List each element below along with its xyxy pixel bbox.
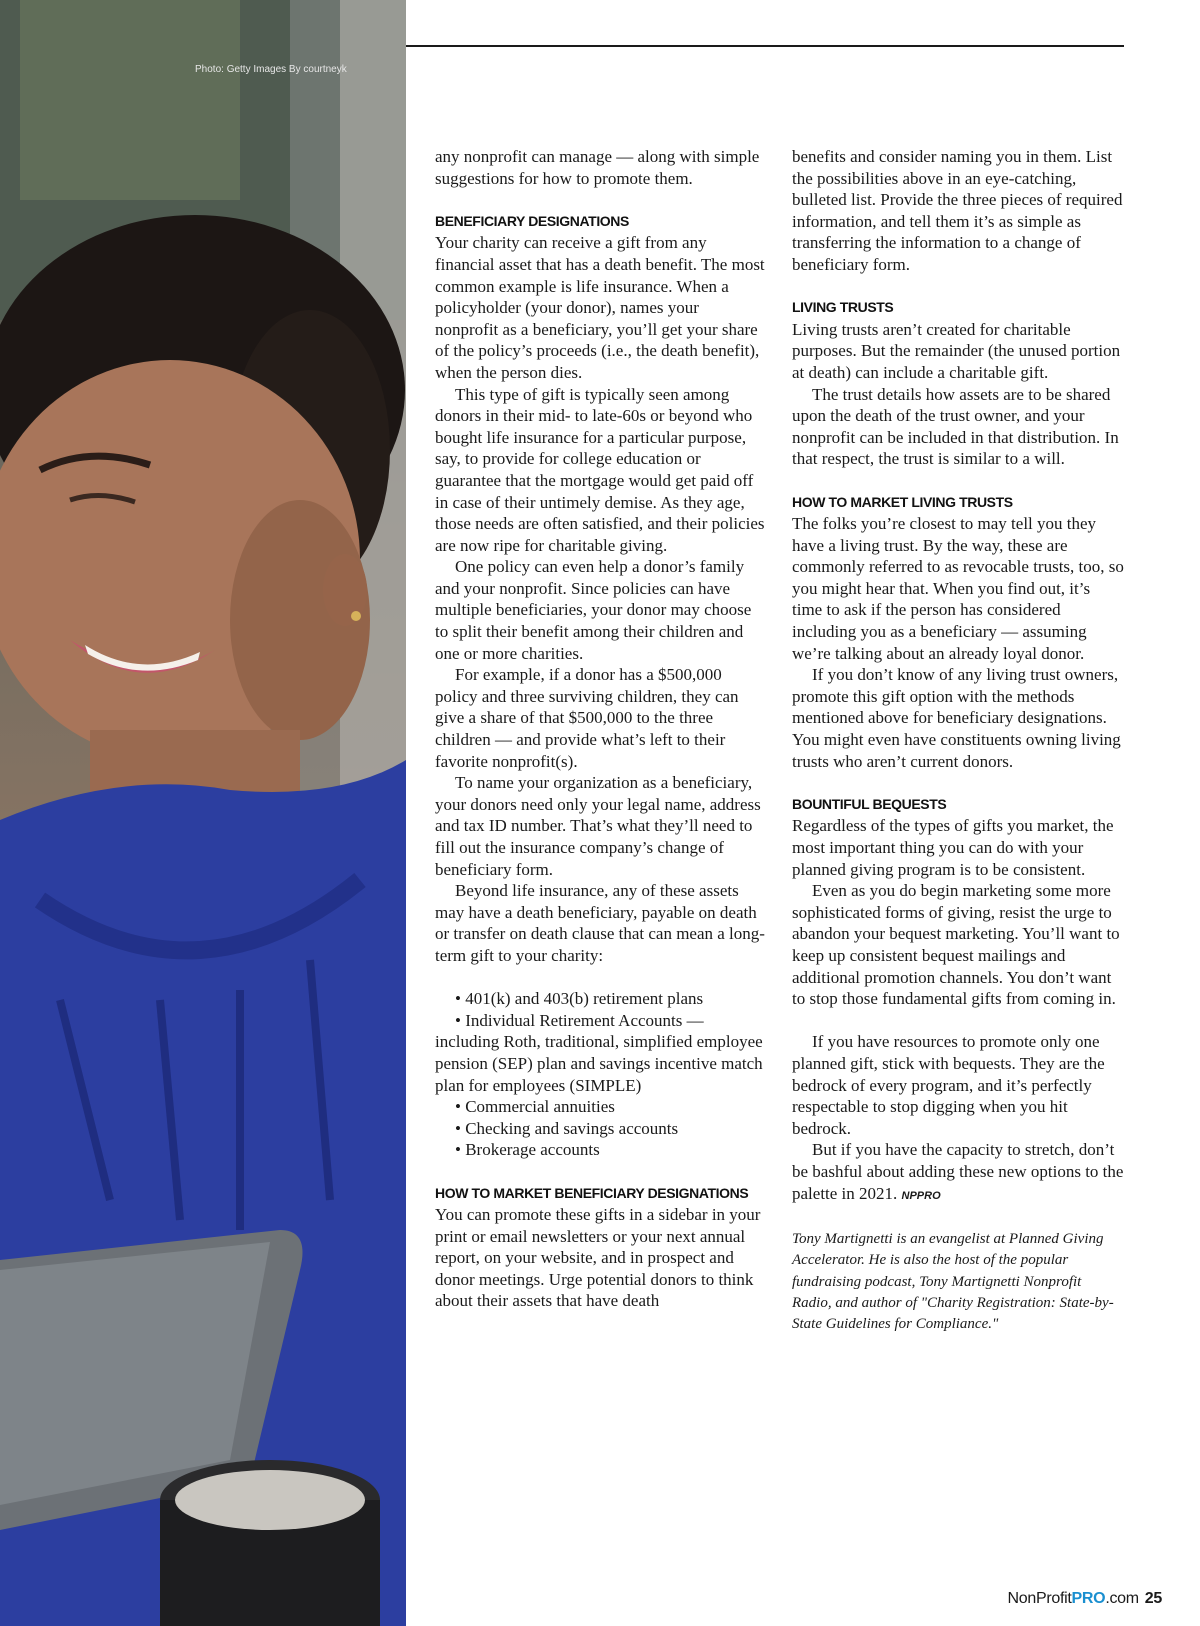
article-column-2: [792, 146, 1124, 1336]
section-heading: LIVING TRUSTS: [792, 299, 894, 316]
section-heading: BOUNTIFUL BEQUESTS: [792, 795, 947, 812]
paragraph: any nonprofit can manage — along with simple suggestions for how to promote them.: [435, 147, 760, 188]
brand-suffix: .com: [1105, 1590, 1139, 1607]
paragraph: If you don’t know of any living trust owners, promote this gift option with the methods mentioned above for beneficiary designations. You might even have constituents owning living trusts who aren’t current donors.: [792, 665, 1121, 771]
paragraph: benefits and consider naming you in them. List the possibilities above in an eye-catching, bulleted list. Provide the three pieces of required information, and tell them it’s as simple as transferring the information to a change of beneficiary form.: [792, 147, 1123, 274]
page-footer: [1008, 1590, 1162, 1608]
paragraph: [792, 1139, 1124, 1207]
paragraph: If you have resources to promote only one planned gift, stick with bequests. They are the bedrock of every program, and it’s perfectly respectable to stop digging when you hit bedrock.: [792, 1032, 1105, 1138]
paragraph: One policy can even help a donor’s family and your nonprofit. Since policies can have multiple beneficiaries, your donor may choose to split their benefit among their children and one or more charities.: [435, 557, 752, 663]
brand-accent: PRO: [1071, 1590, 1106, 1607]
list-item: • Individual Retirement Accounts — including Roth, traditional, simplified employee pension (SEP) plan and savings incentive match plan for employees (SIMPLE): [435, 1010, 763, 1095]
paragraph: Living trusts aren’t created for charitable purposes. But the remainder (the unused portion at death) can include a charitable gift.: [792, 319, 1121, 382]
closing-text: But if you have the capacity to stretch, don’t be bashful about adding these new options to the palette in 2021.: [792, 1140, 1124, 1203]
list-item: • Brokerage accounts: [455, 1140, 600, 1160]
paragraph: The trust details how assets are to be shared upon the death of the trust owner, and your nonprofit can be included in that distribution. In that respect, the trust is similar to a will.: [792, 384, 1119, 469]
woman-portrait-illustration: [0, 0, 406, 1626]
paragraph: Beyond life insurance, any of these assets may have a death beneficiary, payable on death or transfer on death clause that can mean a long-term gift to your charity:: [435, 881, 765, 965]
paragraph: To name your organization as a beneficiary, your donors need only your legal name, address and tax ID number. That’s what they’ll need to fill out the insurance company’s change of beneficiary form.: [435, 773, 761, 879]
author-bio: Tony Martignetti is an evangelist at Planned Giving Accelerator. He is also the host of the popular fundraising podcast, Tony Martignetti Nonprofit Radio, and author of "Charity Registration: State-by-State Guidelines for Compliance.": [792, 1230, 1114, 1333]
article-column-1: [435, 146, 765, 1312]
section-heading: HOW TO MARKET LIVING TRUSTS: [792, 493, 1013, 510]
list-item: • 401(k) and 403(b) retirement plans: [455, 989, 704, 1009]
paragraph: For example, if a donor has a $500,000 policy and three surviving children, they can give a share of that $500,000 to the three children — and provide what’s left to their favorite nonprofit(s).: [435, 665, 739, 771]
page-number: 25: [1144, 1590, 1162, 1607]
section-heading: HOW TO MARKET BENEFICIARY DESIGNATIONS: [435, 1184, 749, 1201]
signoff-mark: NPPRO: [901, 1189, 941, 1202]
photo-credit: Photo: Getty Images By courtneyk: [195, 64, 347, 75]
paragraph: This type of gift is typically seen among donors in their mid- to late-60s or beyond who bought life insurance for a particular purpose, say, to provide for college education or guarantee that the mortgage would get paid off in case of their untimely demise. As they age, those needs are often satisfied, and their policies are now ripe for charitable giving.: [435, 384, 765, 555]
paragraph: The folks you’re closest to may tell you they have a living trust. By the way, these are commonly referred to as revocable trusts, too, so you might hear that. When you find out, it’s time to ask if the person has considered including you as a beneficiary — assuming we’re talking about an already loyal donor.: [792, 514, 1124, 663]
paragraph: You can promote these gifts in a sidebar in your print or email newsletters or your next annual report, on your website, and in prospect and donor meetings. Urge potential donors to think about their assets that have death: [435, 1205, 761, 1311]
paragraph: Even as you do begin marketing some more sophisticated forms of giving, resist the urge to abandon your bequest marketing. You’ll want to keep up consistent bequest mailings and additional promotion channels. You don’t want to stop those fundamental gifts from coming in.: [792, 881, 1120, 1009]
section-heading: BENEFICIARY DESIGNATIONS: [435, 212, 629, 229]
list-item: • Checking and savings accounts: [455, 1118, 679, 1138]
article-photo: [0, 0, 406, 1626]
paragraph: Regardless of the types of gifts you market, the most important thing you can do with your planned giving program is to be consistent.: [792, 816, 1114, 879]
brand-prefix: NonProfit: [1007, 1590, 1072, 1607]
list-item: • Commercial annuities: [455, 1097, 615, 1117]
top-divider: [406, 45, 1124, 47]
paragraph: Your charity can receive a gift from any financial asset that has a death benefit. The most common example is life insurance. When a policyholder (your donor), names your nonprofit as a beneficiary, you’ll get your share of the policy’s proceeds (i.e., the death benefit), when the person dies.: [435, 233, 765, 382]
